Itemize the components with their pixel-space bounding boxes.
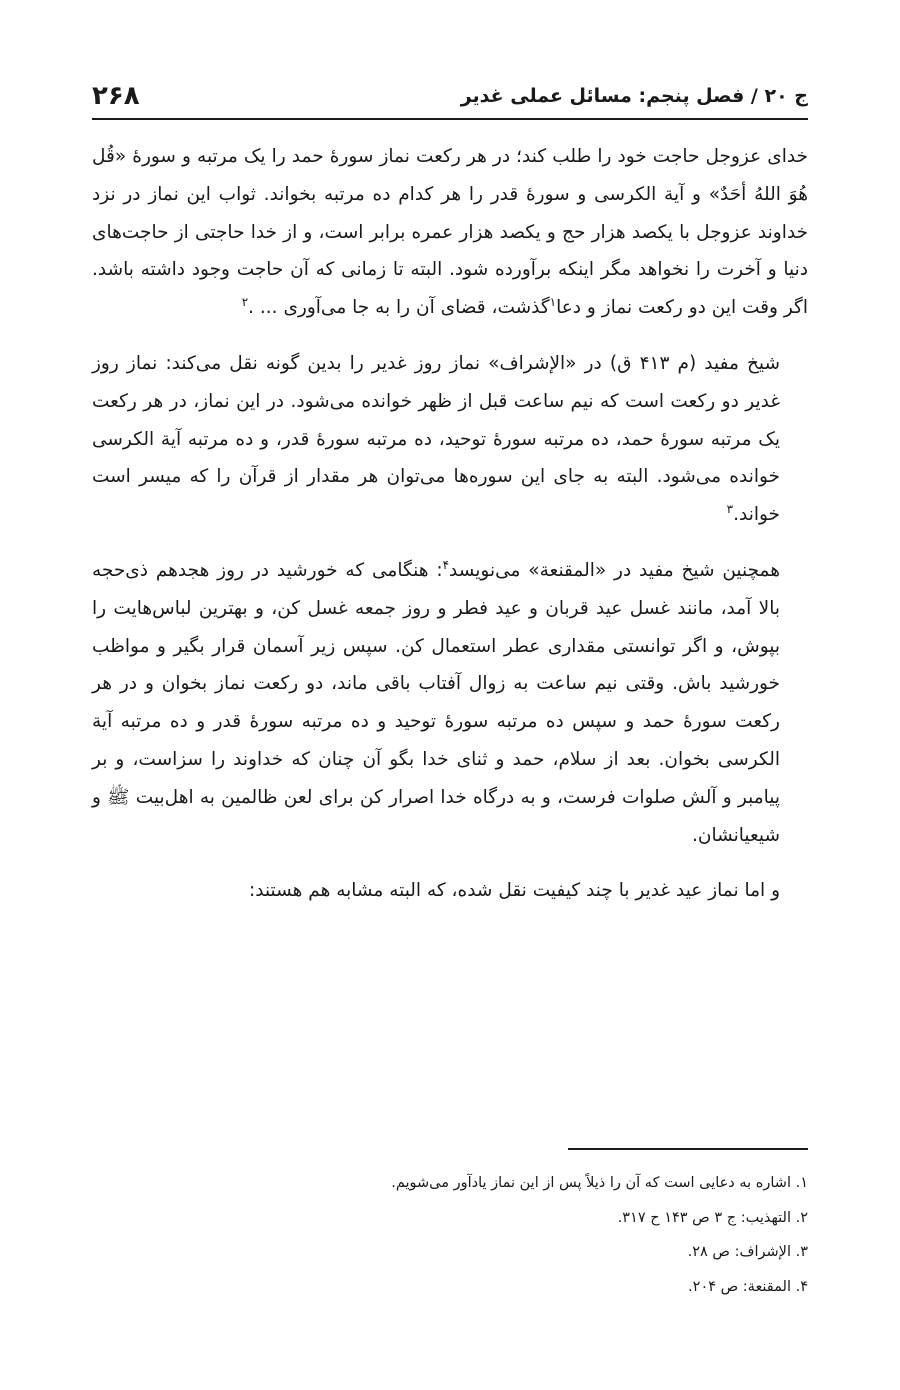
paragraph-1-text-after: گذشت، قضای آن را به جا می‌آوری ... . [248, 297, 550, 319]
footnotes [92, 1166, 808, 1304]
footnote-2: ۲. التهذیب: ج ۳ ص ۱۴۳ ح ۳۱۷. [617, 1209, 808, 1226]
page-header [92, 78, 808, 114]
paragraph-3-text-before: همچنین شیخ مفید در «المقنعة» می‌نویسد [449, 559, 780, 581]
footnote-3: ۳. الإشراف: ص ۲۸. [687, 1244, 808, 1260]
header-divider [92, 118, 808, 120]
footnote-4: ۴. المقنعة: ص ۲۰۴. [688, 1278, 808, 1295]
footnote-ref-1: ۱ [549, 295, 557, 310]
footnote-ref-2: ۲ [241, 295, 249, 310]
body-text [92, 138, 808, 928]
paragraph-2-text: شیخ مفید (م ۴۱۳ ق) در «الإشراف» نماز روز غدیر را بدین گونه نقل می‌کند: نماز روز غدیر دو رکعت است که نیم ساعت قبل از ظهر خوانده می‌شود. در این نماز، در هر رکعت یک مرتبه سورهٔ حمد، ده مرتبه سورهٔ توحید، ده مرتبه سورهٔ قدر، و ده مرتبه آیة الکرسی خوانده می‌شود. البته به جای این سوره‌ها می‌توان هر مقدار از قرآن را که میسر است خواند. [92, 352, 780, 526]
footnote-ref-3: ۳ [726, 502, 734, 517]
paragraph-2 [92, 345, 808, 534]
paragraph-1 [92, 138, 808, 327]
paragraph-3 [92, 552, 808, 854]
paragraph-4 [92, 872, 808, 910]
footnote-divider [568, 1148, 808, 1150]
paragraph-1-text: خدای عزوجل حاجت خود را طلب کند؛ در هر رکعت نماز سورهٔ حمد را یک مرتبه و سورهٔ «قُل هُوَ اللهُ أحَدٌ» و آیة الکرسی و سورهٔ قدر را هر کدام ده مرتبه بخواند. ثواب این نماز در نزد خداوند عزوجل با یکصد هزار حج و یکصد هزار عمره برابر است، و از خدا حاجتی از حاجت‌های دنیا و آخرت را نخواهد مگر اینکه برآورده شود. البته تا زمانی که آن حاجت وجود داشته باشد. اگر وقت این دو رکعت نماز و دعا [92, 146, 808, 319]
paragraph-3-text: : هنگامی که خورشید در روز هجدهم ذی‌حجه بالا آمد، مانند غسل عید قربان و عید فطر و روز جمعه غسل کن، و بهترین لباس‌هایت را بپوش، و اگر توانستی مقداری عطر استعمال کن. سپس زیر آسمان قرار بگیر و مواظب خورشید باش. وقتی نیم ساعت به زوال آفتاب باقی ماند، دو رکعت نماز بخوان و در هر رکعت سورهٔ حمد و سپس ده مرتبه سورهٔ توحید و ده مرتبه سورهٔ قدر و ده مرتبه آیة الکرسی بخوان. بعد از سلام، حمد و ثنای خدا بگو آن چنان که خداوند را سزاست، و بر پیامبر و آلش صلوات فرست، و به درگاه خدا اصرار کن برای لعن ظالمین به اهل‌بیت ﷺ و شیعیانشان. [92, 559, 780, 846]
page-number: ۲۶۸ [92, 81, 140, 111]
running-title: ج ۲۰ / فصل پنجم: مسائل عملی غدیر [460, 85, 808, 107]
footnote-ref-4: ۴ [442, 557, 450, 572]
paragraph-4-text: و اما نماز عید غدیر با چند کیفیت نقل شده، که البته مشابه هم هستند: [249, 880, 780, 902]
footnote-1: ۱. اشاره به دعایی است که آن را ذیلاً پس از این نماز یادآور می‌شویم. [391, 1175, 808, 1191]
